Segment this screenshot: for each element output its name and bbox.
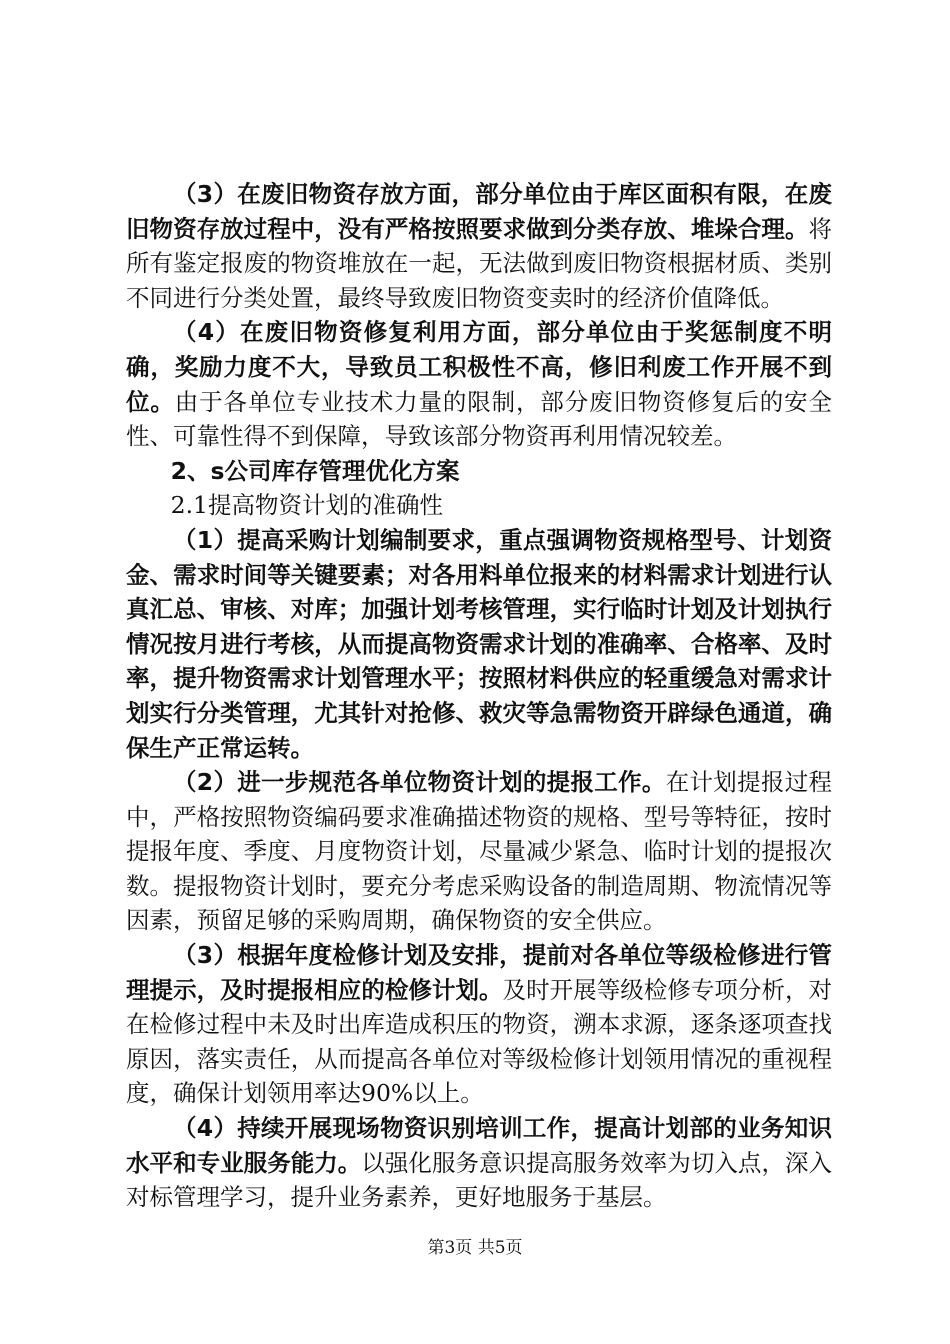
- document-body: [126, 177, 832, 1215]
- paragraph-4-text: 由于各单位专业技术力量的限制，部分废旧物资修复后的安全性、可靠性得不到保障，导致该部分物资再利用情况较差。: [126, 387, 832, 451]
- paragraph-4: [126, 315, 832, 453]
- page-footer: 第3页 共5页: [427, 1238, 523, 1258]
- item-3-bold: （3）根据年度检修计划及安排，提前对各单位等级检修进行管理提示，及时提报相应的检修计划。: [126, 941, 832, 1004]
- item-4-bold: （4）持续开展现场物资识别培训工作，提高计划部的业务知识水平和专业服务能力。: [126, 1114, 832, 1177]
- item-3-text: 及时开展等级检修专项分析，对在检修过程中未及时出库造成积压的物资，溯本求源，逐条逐项查找原因，落实责任，从而提高各单位对等级检修计划领用情况的重视程度，确保计划领用率达90%以上。: [126, 975, 833, 1108]
- item-2-text: 在计划提报过程中，严格按照物资编码要求准确描述物资的规格、型号等特征，按时提报年度、季度、月度物资计划，尽量减少紧急、临时计划的提报次数。提报物资计划时，要充分考虑采购设备的制造周期、物流情况等因素，预留足够的采购周期，确保物资的安全供应。: [126, 768, 832, 935]
- section-heading-2-1: 2.1提高物资计划的准确性: [170, 491, 444, 520]
- item-2-bold: （2）进一步规范各单位物资计划的提报工作。: [173, 768, 666, 797]
- item-4-text: 以强化服务意识提高服务效率为切入点，深入对标管理学习，提升业务素养，更好地服务于基层。: [126, 1148, 833, 1212]
- item-4: [126, 1111, 832, 1215]
- item-1-bold: （1）提高采购计划编制要求，重点强调物资规格型号、计划资金、需求时间等关键要素；对各用料单位报来的材料需求计划进行认真汇总、审核、对库；加强计划考核管理，实行临时计划及计划执行情况按月进行考核，从而提高物资需求计划的准确率、合格率、及时率，提升物资需求计划管理水平；按照材料供应的轻重缓急对需求计划实行分类管理，尤其针对抢修、救灾等急需物资开辟绿色通道，确保生产正常运转。: [126, 525, 832, 762]
- item-1: [126, 523, 832, 765]
- section-heading-2: 2、s公司库存管理优化方案: [170, 456, 460, 485]
- paragraph-4-bold: （4）在废旧物资修复利用方面，部分单位由于奖惩制度不明确，奖励力度不大，导致员工积极性不高，修旧利废工作开展不到位。: [126, 318, 832, 416]
- paragraph-3: [126, 177, 832, 315]
- item-2: [126, 765, 832, 938]
- paragraph-3-text: 将所有鉴定报废的物资堆放在一起，无法做到废旧物资根据材质、类别不同进行分类处置，最终导致废旧物资变卖时的经济价值降低。: [126, 214, 832, 312]
- paragraph-3-bold: （3）在废旧物资存放方面，部分单位由于库区面积有限，在废旧物资存放过程中，没有严格按照要求做到分类存放、堆垛合理。: [126, 180, 832, 243]
- item-3: [126, 938, 832, 1111]
